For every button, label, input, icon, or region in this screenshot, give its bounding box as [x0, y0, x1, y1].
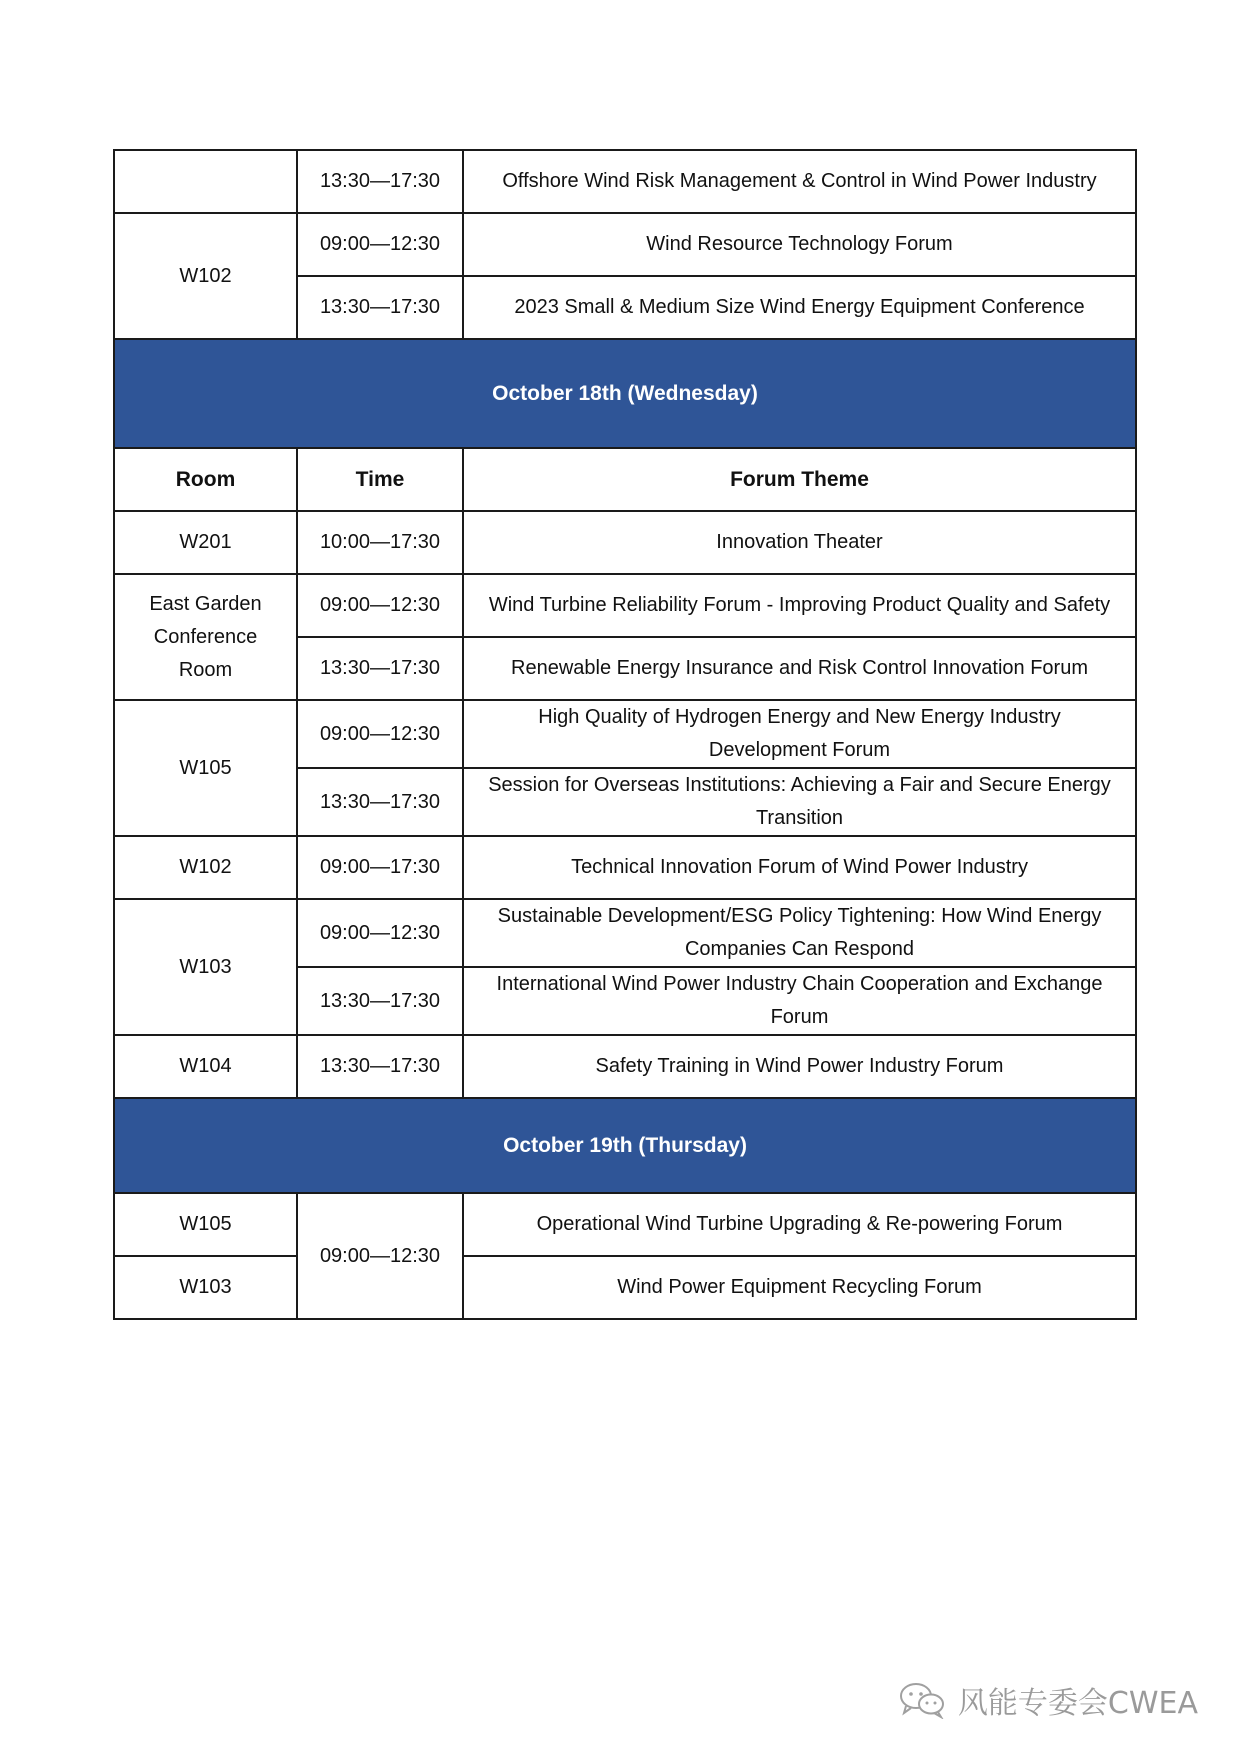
time-cell: 09:00—12:30: [297, 899, 463, 967]
column-header-time: Time: [297, 448, 463, 511]
theme-cell: Wind Turbine Reliability Forum - Improving Product Quality and Safety: [463, 574, 1136, 637]
time-cell: 09:00—17:30: [297, 836, 463, 899]
table-row: [114, 213, 1136, 276]
room-cell: W103: [114, 899, 297, 1035]
wechat-icon: [898, 1681, 946, 1719]
time-cell: 13:30—17:30: [297, 768, 463, 836]
theme-cell: Innovation Theater: [463, 511, 1136, 574]
day-header-row: [114, 1098, 1136, 1193]
theme-cell: Wind Power Equipment Recycling Forum: [463, 1256, 1136, 1319]
table-row: [114, 836, 1136, 899]
table-row: [114, 700, 1136, 768]
column-header-theme: Forum Theme: [463, 448, 1136, 511]
table-row: [114, 574, 1136, 637]
time-cell: 09:00—12:30: [297, 213, 463, 276]
theme-cell: Offshore Wind Risk Management & Control in Wind Power Industry: [463, 150, 1136, 213]
time-cell: 09:00—12:30: [297, 574, 463, 637]
table-row: [114, 899, 1136, 967]
theme-cell: Operational Wind Turbine Upgrading & Re-powering Forum: [463, 1193, 1136, 1256]
time-cell: 13:30—17:30: [297, 637, 463, 700]
theme-cell: Sustainable Development/ESG Policy Tightening: How Wind Energy Companies Can Respond: [463, 899, 1136, 967]
theme-cell: Session for Overseas Institutions: Achieving a Fair and Secure Energy Transition: [463, 768, 1136, 836]
room-cell: W105: [114, 700, 297, 836]
room-cell: W103: [114, 1256, 297, 1319]
room-cell: W105: [114, 1193, 297, 1256]
theme-cell: High Quality of Hydrogen Energy and New Energy Industry Development Forum: [463, 700, 1136, 768]
time-cell: 13:30—17:30: [297, 276, 463, 339]
day-title: October 19th (Thursday): [114, 1098, 1136, 1193]
day-title: October 18th (Wednesday): [114, 339, 1136, 448]
room-cell: East Garden Conference Room: [114, 574, 297, 700]
table-row: [114, 150, 1136, 213]
watermark: [898, 1678, 1198, 1722]
theme-cell: 2023 Small & Medium Size Wind Energy Equipment Conference: [463, 276, 1136, 339]
time-cell: 13:30—17:30: [297, 150, 463, 213]
column-header-room: Room: [114, 448, 297, 511]
room-cell: W102: [114, 213, 297, 339]
room-cell: W102: [114, 836, 297, 899]
column-header-row: [114, 448, 1136, 511]
time-cell: 09:00—12:30: [297, 700, 463, 768]
watermark-text: 风能专委会CWEA: [957, 1686, 1198, 1721]
table-row: [114, 1256, 1136, 1319]
forum-schedule-table: [113, 149, 1137, 1320]
time-cell: 13:30—17:30: [297, 1035, 463, 1098]
time-cell: 10:00—17:30: [297, 511, 463, 574]
time-cell: 09:00—12:30: [297, 1193, 463, 1319]
theme-cell: Renewable Energy Insurance and Risk Control Innovation Forum: [463, 637, 1136, 700]
room-cell: W104: [114, 1035, 297, 1098]
table-row: [114, 1193, 1136, 1256]
table-row: [114, 1035, 1136, 1098]
room-cell: [114, 150, 297, 213]
day-header-row: [114, 339, 1136, 448]
theme-cell: Safety Training in Wind Power Industry Forum: [463, 1035, 1136, 1098]
theme-cell: Wind Resource Technology Forum: [463, 213, 1136, 276]
theme-cell: Technical Innovation Forum of Wind Power Industry: [463, 836, 1136, 899]
theme-cell: International Wind Power Industry Chain Cooperation and Exchange Forum: [463, 967, 1136, 1035]
room-cell: W201: [114, 511, 297, 574]
time-cell: 13:30—17:30: [297, 967, 463, 1035]
table-row: [114, 511, 1136, 574]
